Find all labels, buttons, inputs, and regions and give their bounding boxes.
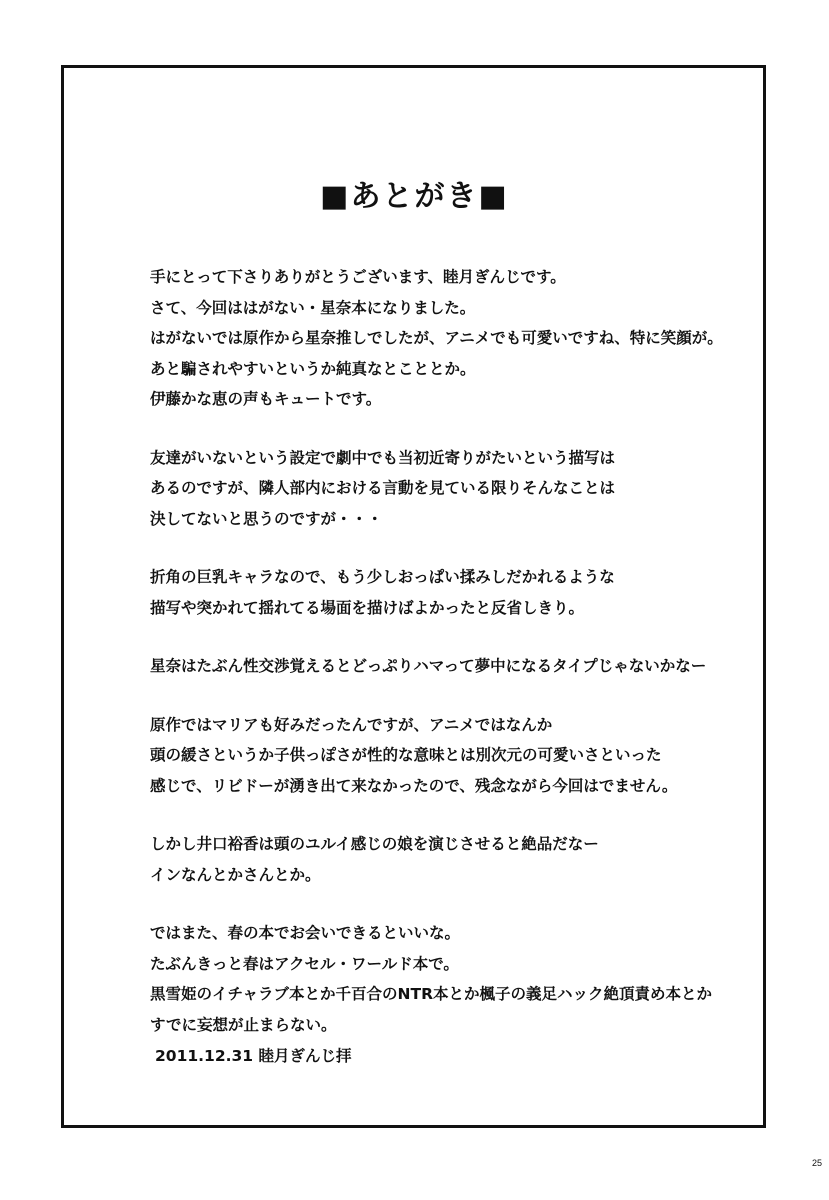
- text-line: 折角の巨乳キャラなので、もう少しおっぱい揉みしだかれるような: [150, 568, 615, 586]
- paragraph: [150, 443, 730, 535]
- text-line: 感じで、リビドーが湧き出て来なかったので、残念ながら今回はでません。: [150, 776, 678, 795]
- paragraph: [150, 918, 730, 1040]
- text-line: 星奈はたぶん性交渉覚えるとどっぷりハマって夢中になるタイプじゃないかなー: [150, 657, 707, 675]
- text-line: すでに妄想が止まらない。: [150, 1015, 337, 1034]
- paragraph: [150, 829, 730, 890]
- signature-date: 2011.12.31 睦月ぎんじ拝: [155, 1047, 352, 1065]
- afterword-heading: ■あとがき■: [320, 179, 509, 214]
- text-line: 原作ではマリアも好みだったんですが、アニメではなんか: [150, 715, 553, 734]
- text-line: 頭の緩さというか子供っぽさが性的な意味とは別次元の可愛いさといった: [150, 746, 662, 764]
- page-number: 25: [812, 1158, 823, 1168]
- text-line: あと騙されやすいというか純真なとこととか。: [150, 359, 476, 378]
- text-line: 友達がいないという設定で劇中でも当初近寄りがたいという描写は: [150, 448, 616, 467]
- paragraph: [150, 262, 730, 415]
- paragraph: [150, 710, 730, 802]
- text-line: 決してないと思うのですが・・・: [150, 509, 383, 528]
- text-line: たぶんきっと春はアクセル・ワールド本で。: [150, 954, 459, 973]
- text-line: さて、今回ははがない・星奈本になりました。: [150, 298, 476, 317]
- paragraph: [150, 562, 730, 623]
- afterword-body: [150, 262, 730, 1040]
- text-line: 伊藤かな恵の声もキュートです。: [150, 390, 382, 408]
- text-line: 描写や突かれて揺れてる場面を描けばよかったと反省しきり。: [150, 598, 585, 617]
- text-line: 黒雪姫のイチャラブ本とか千百合のNTR本とか楓子の義足ハック絶頂責め本とか: [150, 985, 713, 1003]
- paragraph: [150, 651, 730, 682]
- text-line: はがないでは原作から星奈推しでしたが、アニメでも可愛いですね、特に笑顔が。: [150, 329, 723, 347]
- text-line: しかし井口裕香は頭のユルイ感じの娘を演じさせると絶品だなー: [150, 835, 599, 853]
- text-line: ではまた、春の本でお会いできるといいな。: [150, 924, 461, 942]
- text-line: 手にとって下さりありがとうございます、睦月ぎんじです。: [150, 268, 566, 286]
- text-line: インなんとかさんとか。: [150, 865, 321, 884]
- text-line: あるのですが、隣人部内における言動を見ている限りそんなことは: [150, 479, 616, 497]
